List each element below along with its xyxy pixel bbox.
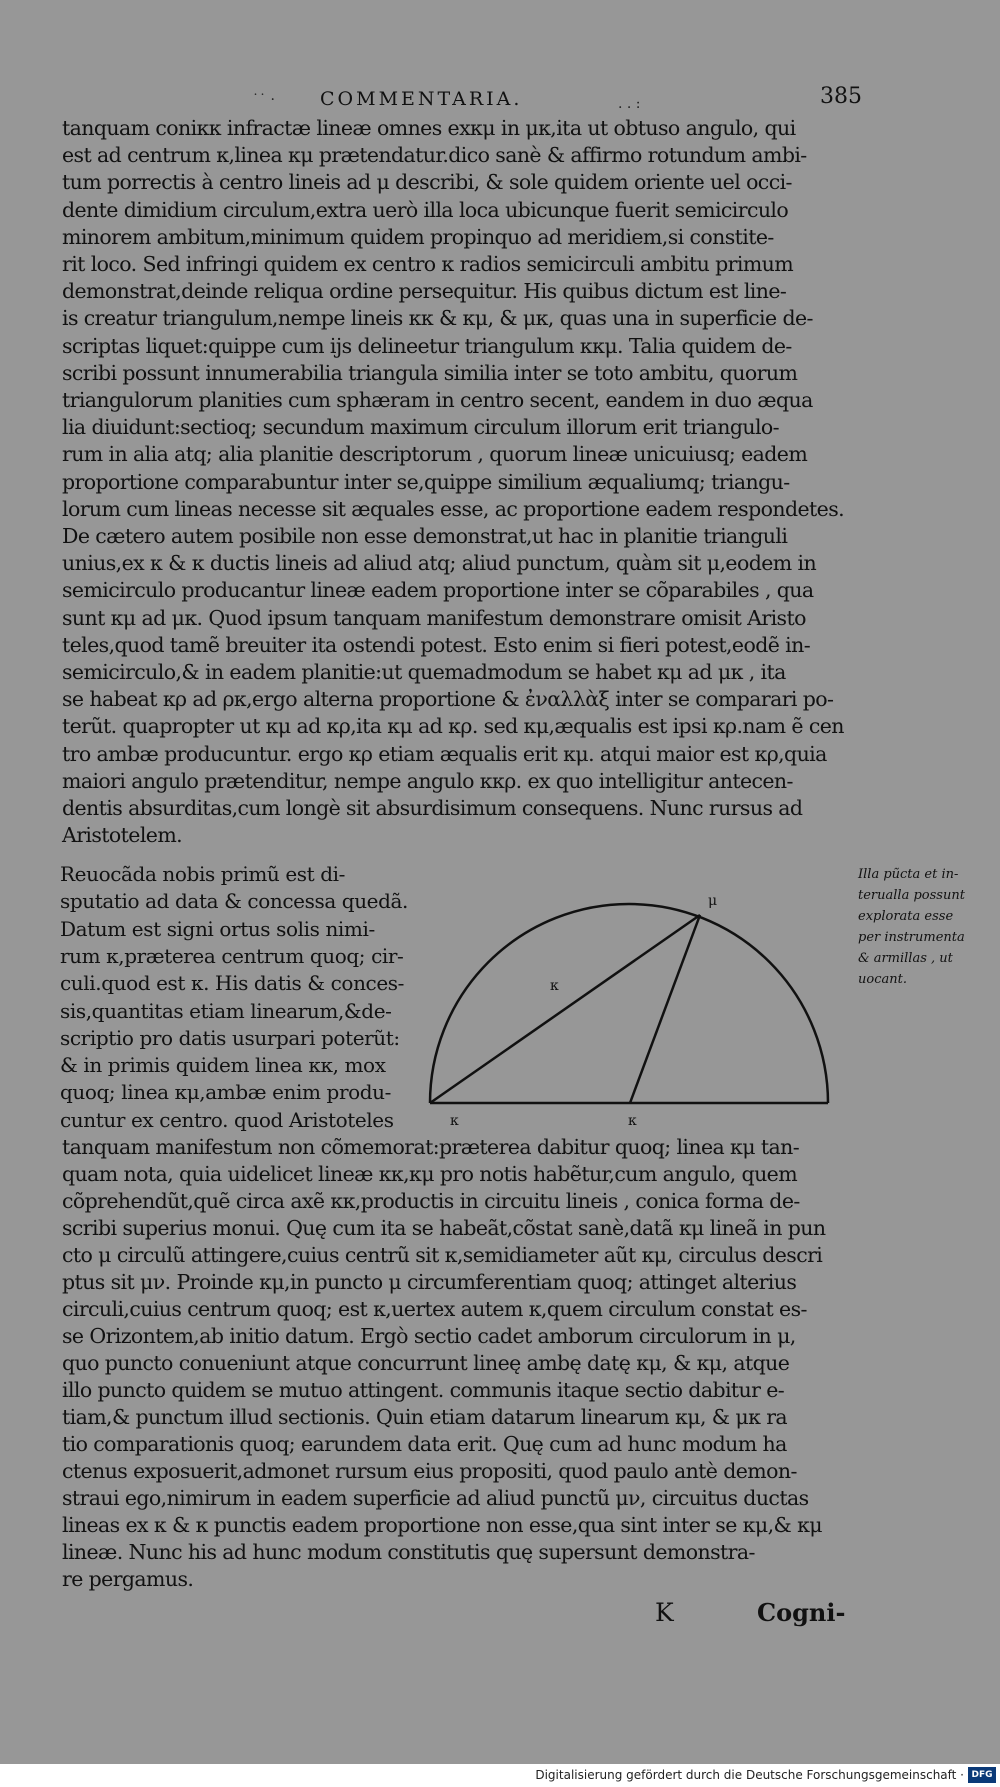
text-line: proportione comparabuntur inter se,quippe similium æqualiumq; triangu- — [62, 469, 790, 494]
text-line: De cætero autem posibile non esse demonstrat,ut hac in planitie trianguli — [62, 524, 788, 548]
text-line: ptus sit μν. Proinde κμ,in puncto μ circumferentiam quoq; attinget alterius — [62, 1270, 797, 1294]
margin-note-line: Illa pũcta et in- — [858, 867, 959, 882]
text-line: rit loco. Sed infringi quidem ex centro κ radios semicirculi ambitu primum — [62, 252, 794, 276]
text-line: tro ambæ producuntur. ergo κρ etiam æqualis erit κμ. atqui maior est κρ,quia — [62, 741, 827, 766]
text-line: demonstrat,deinde reliqua ordine persequitur. His quibus dictum est line- — [62, 279, 787, 304]
page-number: 385 — [820, 84, 862, 109]
text-line: Datum est signi ortus solis nimi- — [60, 916, 375, 941]
margin-note-line: explorata esse — [858, 909, 954, 924]
text-line: ctenus exposuerit,admonet rursum eius propositi, quod paulo antè demon- — [62, 1459, 797, 1483]
text-line: teles,quod tamẽ breuiter ita ostendi potest. Esto enim si fieri potest,eodẽ in- — [62, 632, 811, 657]
margin-note-line: & armillas , ut — [858, 951, 953, 966]
text-line: tanquam manifestum non cõmemorat:præterea dabitur quoq; linea κμ tan- — [62, 1135, 800, 1159]
text-line: lia diuidunt:sectioq; secundum maximum circulum illorum erit triangulo- — [62, 415, 779, 440]
footer-credit: Digitalisierung gefördert durch die Deutsche Forschungsgemeinschaft · — [535, 1768, 964, 1782]
text-line: se habeat κρ ad ρκ,ergo alterna proportione & ἐναλλὰξ inter se comparari po- — [62, 687, 834, 712]
text-line: cõprehendũt,quẽ circa axẽ κκ,productis in circuitu lineis , conica forma de- — [62, 1189, 800, 1213]
label-apex: μ — [708, 893, 718, 909]
text-line: maiori angulo prætenditur, nempe angulo κκρ. ex quo intelligitur antecen- — [62, 768, 793, 793]
margin-note-line: uocant. — [858, 972, 907, 987]
text-line: scriptio pro datis usurpari poterũt: — [60, 1025, 400, 1050]
text-line: lorum cum lineas necesse sit æquales esse, ac proportione eadem respondetes. — [62, 496, 845, 521]
text-line: tum porrectis à centro lineis ad μ describi, & sole quidem oriente uel occi- — [62, 170, 792, 195]
label-left: κ — [450, 1113, 459, 1129]
text-line: dentis absurditas,cum longè sit absurdisimum consequens. Nunc rursus ad — [62, 796, 803, 820]
catchword: Cogni- — [757, 1598, 846, 1627]
text-line: straui ego,nimirum in eadem superficie ad aliud punctũ μν, circuitus ductas — [62, 1486, 809, 1510]
text-line: unius,ex κ & κ ductis lineis ad aliud atq; aliud punctum, quàm sit μ,eodem in — [62, 551, 817, 576]
text-line: lineæ. Nunc his ad hunc modum constitutis quę supersunt demonstra- — [62, 1540, 755, 1564]
semicircle-arc — [430, 904, 828, 1103]
text-line: minorem ambitum,minimum quidem propinquo ad meridiem,si constite- — [62, 224, 774, 249]
margin-note-line: per instrumenta — [858, 930, 965, 945]
text-line: re pergamus. — [62, 1567, 194, 1591]
text-line: & in primis quidem linea κκ, mox — [60, 1053, 386, 1078]
radius-line — [630, 915, 700, 1103]
dfg-logo-icon: DFG — [968, 1767, 996, 1783]
running-header — [0, 84, 1000, 112]
digitization-footer — [0, 1764, 1000, 1787]
signature-mark: K — [655, 1598, 674, 1627]
text-line: sunt κμ ad μκ. Quod ipsum tanquam manifestum demonstrare omisit Aristo — [62, 605, 806, 630]
text-line: rum in alia atq; alia planitie descriptorum , quorum lineæ unicuiusq; eadem — [62, 442, 808, 467]
text-line: tiam,& punctum illud sectionis. Quin etiam datarum linearum κμ, & μκ ra — [62, 1405, 788, 1429]
label-center: κ — [628, 1113, 637, 1129]
text-line: scribi possunt innumerabilia triangula similia inter se toto ambitu, quorum — [62, 360, 798, 385]
text-line: culi.quod est κ. His datis & conces- — [60, 971, 405, 996]
text-line: est ad centrum κ,linea κμ prætendatur.dico sanè & affirmo rotundum ambi- — [62, 143, 807, 168]
text-line: sis,quantitas etiam linearum,&de- — [60, 998, 392, 1023]
text-line: cto μ circulũ attingere,cuius centrũ sit κ,semidiameter aũt κμ, circulus descri — [62, 1243, 823, 1267]
ink-speck-mark: . . : — [618, 96, 641, 112]
text-line: se Orizontem,ab initio datum. Ergò sectio cadet amborum circulorum in μ, — [62, 1324, 796, 1348]
text-line: is creatur triangulum,nempe lineis κκ & κμ, & μκ, quas una in superficie de- — [62, 306, 813, 331]
ink-speck-mark: ˙˙ · — [252, 92, 275, 108]
text-line: scriptas liquet:quippe cum ijs delineetur triangulum κκμ. Talia quidem de- — [62, 333, 792, 358]
text-line: circuli,cuius centrum quoq; est κ,uertex autem κ,quem circulum constat es- — [62, 1297, 807, 1321]
text-line: semicirculo producantur lineæ eadem proportione inter se cõparabiles , qua — [62, 578, 814, 603]
text-line: quoq; linea κμ,ambæ enim produ- — [60, 1080, 391, 1105]
text-line: dente dimidium circulum,extra uerò illa loca ubicunque fuerit semicirculo — [62, 197, 789, 222]
margin-note-line: terualla possunt — [858, 888, 965, 903]
text-line: sputatio ad data & concessa quedã. — [60, 889, 409, 914]
text-line: Reuocãda nobis primũ est di- — [60, 862, 345, 886]
text-line: lineas ex κ & κ punctis eadem proportione non esse,qua sint inter se κμ,& κμ — [62, 1513, 823, 1537]
text-line: triangulorum planities cum sphæram in centro secent, eandem in duo æqua — [62, 388, 813, 412]
running-title: COMMENTARIA. — [320, 88, 523, 110]
text-line: tanquam coniκκ infractæ lineæ omnes exκμ in μκ,ita ut obtuso angulo, qui — [62, 116, 796, 140]
text-line: cuntur ex centro. quod Aristoteles — [60, 1107, 394, 1132]
text-line: quam nota, quia uidelicet lineæ κκ,κμ pro notis habẽtur,cum angulo, quem — [62, 1162, 798, 1186]
text-line: Aristotelem. — [62, 823, 183, 848]
semicircle-figure — [430, 885, 850, 1129]
text-line: rum κ,præterea centrum quoq; cir- — [60, 943, 404, 968]
chord-left — [430, 915, 700, 1103]
margin-note — [858, 864, 983, 990]
text-line: illo puncto quidem se mutuo attingent. communis itaque sectio dabitur e- — [62, 1378, 785, 1402]
text-line: scribi superius monui. Quę cum ita se habeãt,cõstat sanè,datã κμ lineã in pun — [62, 1216, 826, 1240]
text-line: terũt. quapropter ut κμ ad κρ,ita κμ ad κρ. sed κμ,æqualis est ipsi κρ.nam ẽ cen — [62, 714, 844, 739]
text-line: quo puncto conueniunt atque concurrunt lineę ambę datę κμ, & κμ, atque — [62, 1351, 790, 1375]
semicircle-diagram — [430, 893, 828, 1129]
label-mid: κ — [550, 978, 559, 994]
text-line: semicirculo,& in eadem planitie:ut quemadmodum se habet κμ ad μκ , ita — [62, 660, 786, 684]
text-line: tio comparationis quoq; earundem data erit. Quę cum ad hunc modum ha — [62, 1432, 787, 1456]
